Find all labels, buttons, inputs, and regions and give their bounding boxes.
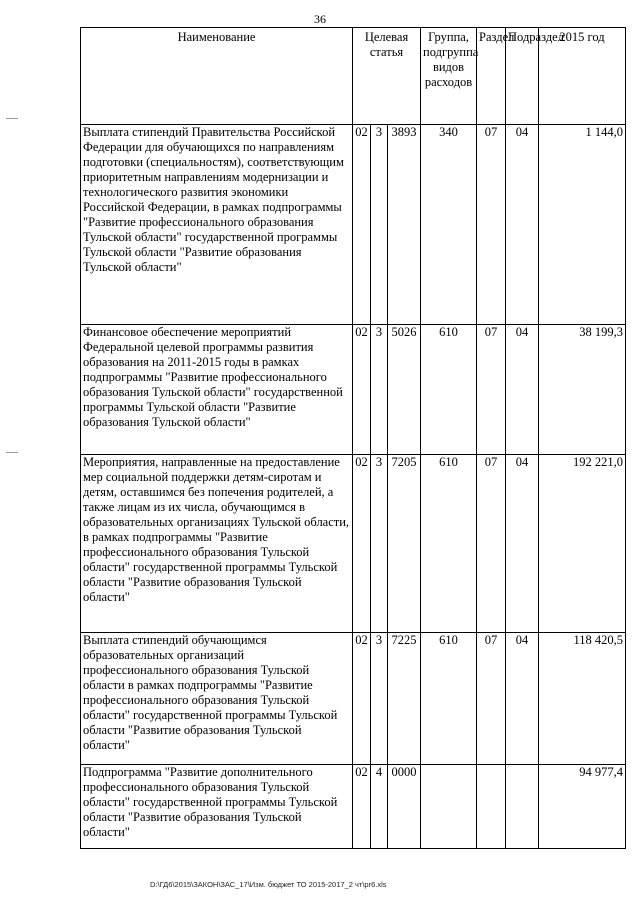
header-name: Наименование <box>81 28 353 125</box>
page-number: 36 <box>314 12 326 26</box>
row-target-direction: 5026 <box>388 325 421 455</box>
row-section: 07 <box>477 125 506 325</box>
row-amount: 94 977,4 <box>539 765 626 849</box>
row-section: 07 <box>477 633 506 765</box>
row-target-subprogram: 3 <box>371 455 388 633</box>
header-target: Целевая статья <box>353 28 421 125</box>
row-name: Выплата стипендий Правительства Российской Федерации для обучающихся по направлениям подготовки (специальностям), соответствующим приоритетным направлениям модернизации и технологического развития экономики Российской Федерации, в рамках подпрограммы "Развитие профессионального образования Тульской области" государственной программы Тульской области "Развитие образования Тульской области" <box>81 125 353 325</box>
header-year: 2015 год <box>539 28 626 125</box>
row-target-program: 02 <box>353 125 371 325</box>
row-subsection: 04 <box>506 455 539 633</box>
row-section <box>477 765 506 849</box>
row-group: 610 <box>421 455 477 633</box>
row-target-program: 02 <box>353 455 371 633</box>
row-target-direction: 0000 <box>388 765 421 849</box>
row-group: 340 <box>421 125 477 325</box>
row-target-direction: 7225 <box>388 633 421 765</box>
row-target-direction: 7205 <box>388 455 421 633</box>
budget-table <box>80 27 626 849</box>
file-path-footer: D:\ГД6\2015\ЗАКОН\ЗАС_17\Изм. бюджет ТО 2015-2017_2 чт\pr6.xls <box>150 880 387 889</box>
header-group: Группа, подгруппа видов расходов <box>421 28 477 125</box>
row-group: 610 <box>421 633 477 765</box>
table-row <box>81 455 626 633</box>
table-row <box>81 125 626 325</box>
row-subsection: 04 <box>506 325 539 455</box>
row-group: 610 <box>421 325 477 455</box>
row-subsection <box>506 765 539 849</box>
table-row <box>81 633 626 765</box>
row-target-subprogram: 3 <box>371 633 388 765</box>
row-target-direction: 3893 <box>388 125 421 325</box>
margin-mark <box>6 118 18 119</box>
table-row <box>81 325 626 455</box>
row-target-program: 02 <box>353 765 371 849</box>
row-target-program: 02 <box>353 633 371 765</box>
row-target-subprogram: 3 <box>371 325 388 455</box>
row-name: Подпрограмма "Развитие дополнительного профессионального образования Тульской области" государственной программы Тульской области "Развитие образования Тульской области" <box>81 765 353 849</box>
row-section: 07 <box>477 455 506 633</box>
row-name: Выплата стипендий обучающимся образовательных организаций профессионального образования Тульской области в рамках подпрограммы "Развитие профессионального образования Тульской области" государственной программы Тульской области "Развитие образования Тульской области" <box>81 633 353 765</box>
margin-mark <box>6 452 18 453</box>
row-target-program: 02 <box>353 325 371 455</box>
row-amount: 1 144,0 <box>539 125 626 325</box>
row-name: Мероприятия, направленные на предоставление мер социальной поддержки детям-сиротам и детям, оставшимся без попечения родителей, а также лицам из их числа, обучающимся в образовательных организациях Тульской области, в рамках подпрограммы "Развитие профессионального образования Тульской области" государственной программы Тульской области "Развитие образования Тульской области" <box>81 455 353 633</box>
row-subsection: 04 <box>506 125 539 325</box>
row-name: Финансовое обеспечение мероприятий Федеральной целевой программы развития образования на 2011-2015 годы в рамках подпрограммы "Развитие профессионального образования Тульской области" государственной программы Тульской области "Развитие образования Тульской области" <box>81 325 353 455</box>
header-section: Раздел <box>477 28 506 125</box>
table-header-row <box>81 28 626 125</box>
table-row <box>81 765 626 849</box>
row-amount: 118 420,5 <box>539 633 626 765</box>
row-group <box>421 765 477 849</box>
row-amount: 38 199,3 <box>539 325 626 455</box>
row-target-subprogram: 4 <box>371 765 388 849</box>
row-target-subprogram: 3 <box>371 125 388 325</box>
row-section: 07 <box>477 325 506 455</box>
header-subsection: Подраздел <box>506 28 539 125</box>
row-amount: 192 221,0 <box>539 455 626 633</box>
row-subsection: 04 <box>506 633 539 765</box>
